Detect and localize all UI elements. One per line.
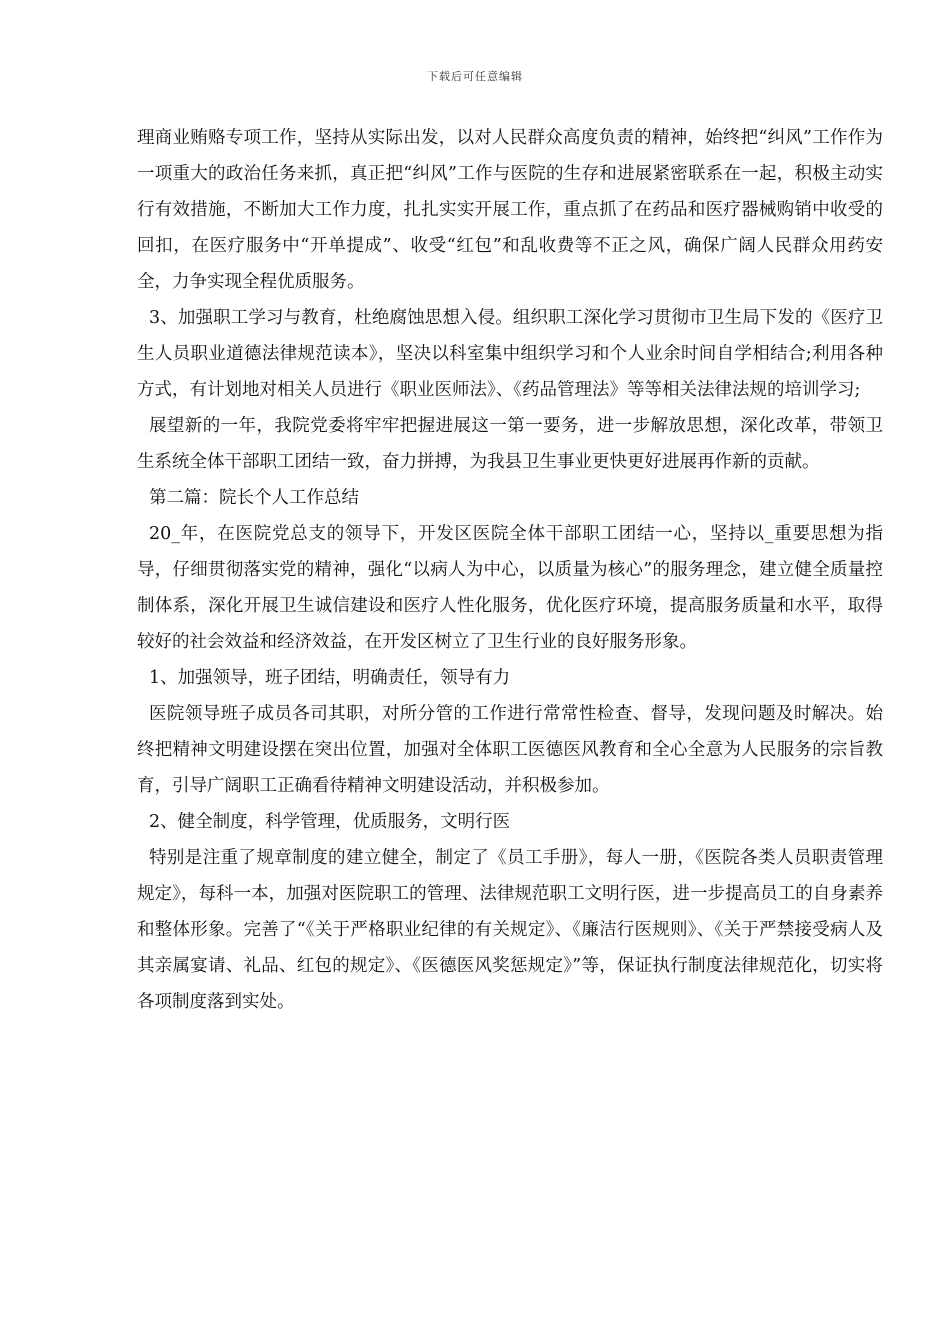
paragraph-9: 特别是注重了规章制度的建立健全，制定了《员工手册》，每人一册，《医院各类人员职责管理规定》，每科一本，加强对医院职工的管理、法律规范职工文明行医，进一步提高员工的自身素养和整体形象。完善了“《关于严格职业纪律的有关规定》、《廉洁行医规则》、《关于严禁接受病人及其亲属宴请、礼品、红包的规定》、《医德医风奖惩规定》”等，保证执行制度法律规范化，切实将各项制度落到实处。 <box>137 848 883 1012</box>
paragraph-7: 医院领导班子成员各司其职，对所分管的工作进行常常性检查、督导，发现问题及时解决。始终把精神文明建设摆在突出位置，加强对全体职工医德医风教育和全心全意为人民服务的宗旨教育，引导广阔职工正确看待精神文明建设活动，并积极参加。 <box>137 704 883 796</box>
subheading-1: 1、加强领导，班子团结，明确责任，领导有力 <box>149 668 511 688</box>
paragraph-2: 3、加强职工学习与教育，杜绝腐蚀思想入侵。组织职工深化学习贯彻市卫生局下发的《医疗卫生人员职业道德法律规范读本》，坚决以科室集中组织学习和个人业余时间自学相结合;利用各种方式，有计划地对相关人员进行《职业医师法》、《药品管理法》等等相关法律法规的培训学习; <box>137 308 883 400</box>
section-heading: 第二篇：院长个人工作总结 <box>149 488 359 508</box>
page-header: 下载后可任意编辑 <box>427 70 523 83</box>
paragraph-5: 20_年，在医院党总支的领导下，开发区医院全体干部职工团结一心，坚持以_重要思想为指导，仔细贯彻落实党的精神，强化“以病人为中心，以质量为核心”的服务理念，建立健全质量控制体系，深化开展卫生诚信建设和医疗人性化服务，优化医疗环境，提高服务质量和水平，取得较好的社会效益和经济效益，在开发区树立了卫生行业的良好服务形象。 <box>137 524 883 652</box>
paragraph-3: 展望新的一年，我院党委将牢牢把握进展这一第一要务，进一步解放思想，深化改革，带领卫生系统全体干部职工团结一致，奋力拼搏，为我县卫生事业更快更好进展再作新的贡献。 <box>137 416 883 472</box>
document-body <box>137 120 883 1020</box>
paragraph-1: 理商业贿赂专项工作，坚持从实际出发，以对人民群众高度负责的精神，始终把“纠风”工作作为一项重大的政治任务来抓，真正把“纠风”工作与医院的生存和进展紧密联系在一起，积极主动实行有效措施，不断加大工作力度，扎扎实实开展工作，重点抓了在药品和医疗器械购销中收受的回扣，在医疗服务中“开单提成”、收受“红包”和乱收费等不正之风，确保广阔人民群众用药安全，力争实现全程优质服务。 <box>137 128 883 292</box>
subheading-2: 2、健全制度，科学管理，优质服务，文明行医 <box>149 812 511 832</box>
